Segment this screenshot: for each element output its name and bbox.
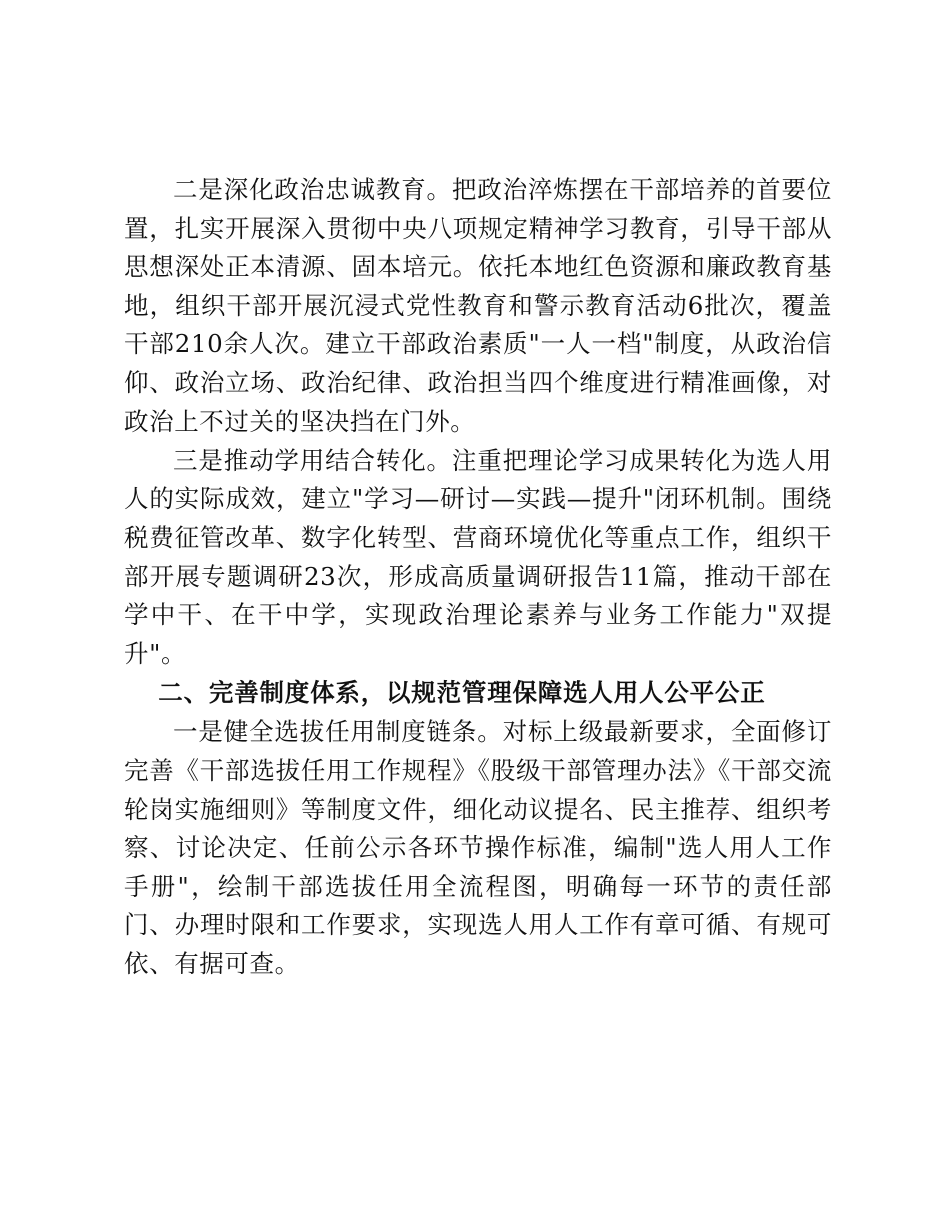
paragraph-political-loyalty-education: 二是深化政治忠诚教育。把政治淬炼摆在干部培养的首要位置，扎实开展深入贯彻中央八项规定精神学习教育，引导干部从思想深处正本清源、固本培元。依托本地红色资源和廉政教育基地，组织干部开展沉浸式党性教育和警示教育活动6批次，覆盖干部210余人次。建立干部政治素质"一人一档"制度，从政治信仰、政治立场、政治纪律、政治担当四个维度进行精准画像，对政治上不过关的坚决挡在门外。 [124, 175, 832, 436]
paragraph-selection-appointment-system: 一是健全选拔任用制度链条。对标上级最新要求，全面修订完善《干部选拔任用工作规程》《股级干部管理办法》《干部交流轮岗实施细则》等制度文件，细化动议提名、民主推荐、组织考察、讨论决定、任前公示各环节操作标准，编制"选人用人工作手册"，绘制干部选拔任用全流程图，明确每一环节的责任部门、办理时限和工作要求，实现选人用人工作有章可循、有规可依、有据可查。 [124, 717, 832, 978]
section-heading-institutional-system: 二、完善制度体系，以规范管理保障选人用人公平公正 [158, 678, 766, 708]
document-body [124, 171, 832, 984]
paragraph-learning-application: 三是推动学用结合转化。注重把理论学习成果转化为选人用人的实际成效，建立"学习—研讨—实践—提升"闭环机制。围绕税费征管改革、数字化转型、营商环境优化等重点工作，组织干部开展专题调研23次，形成高质量调研报告11篇，推动干部在学中干、在干中学，实现政治理论素养与业务工作能力"双提升"。 [124, 445, 832, 668]
